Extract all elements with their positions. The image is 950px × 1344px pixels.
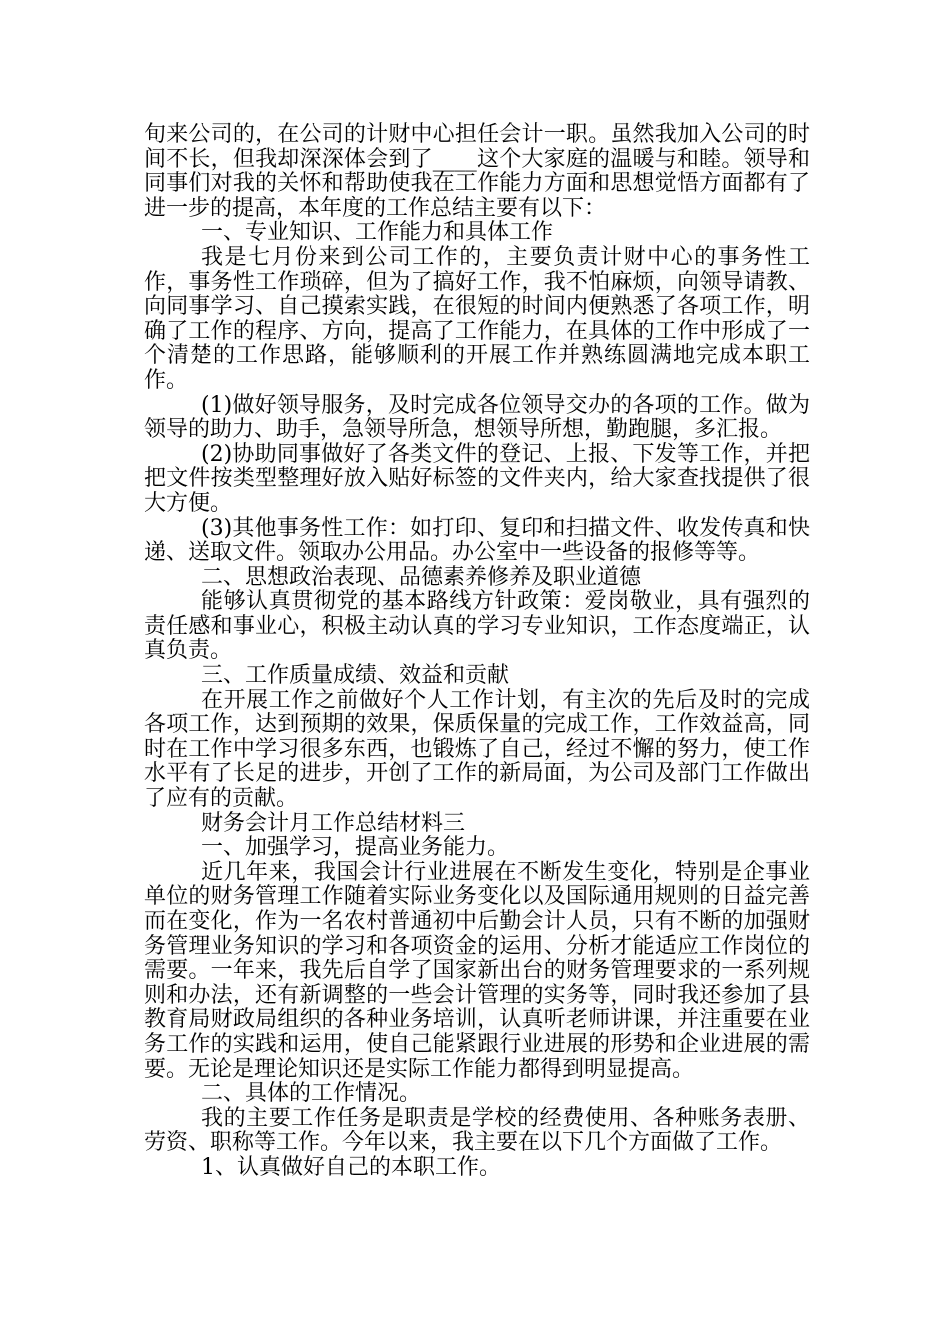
- paragraph-study: 近几年来，我国会计行业进展在不断发生变化，特别是企事业单位的财务管理工作随着实际业务变化以及国际通用规则的日益完善而在变化，作为一名农村普通初中后勤会计人员，只有不断的加强财务管理业务知识的学习和各项资金的运用、分析才能适应工作岗位的需要。一年来，我先后自学了国家新出台的财务管理要求的一系列规则和办法，还有新调整的一些会计管理的实务等，同时我还参加了县教育局财政局组织的各种业务培训，认真听老师讲课，并注重要在业务工作的实践和运用，使自己能紧跟行业进展的形势和企业进展的需要。无论是理论知识还是实际工作能力都得到明显提高。: [144, 859, 810, 1082]
- section-heading-study: 一、加强学习，提高业务能力。: [201, 835, 510, 861]
- document-subtitle: 财务会计月工作总结材料三: [201, 810, 466, 836]
- paragraph-work-description: 我是七月份来到公司工作的，主要负责计财中心的事务性工作，事务性工作琐碎，但为了搞好工作，我不怕麻烦，向领导请教、向同事学习、自己摸索实践，在很短的时间内便熟悉了各项工作，明确了工作的程序、方向，提高了工作能力，在具体的工作中形成了一个清楚的工作思路，能够顺利的开展工作并熟练圆满地完成本职工作。: [144, 244, 810, 393]
- paragraph-ethics: 能够认真贯彻党的基本路线方针政策：爱岗敬业，具有强烈的责任感和事业心，积极主动认真的学习专业知识，工作态度端正，认真负责。: [144, 589, 810, 664]
- list-item-1: (1)做好领导服务，及时完成各位领导交办的各项的工作。做为领导的助力、助手，急领导所急，想领导所想，勤跑腿，多汇报。: [144, 392, 810, 443]
- section-heading-professional: 一、专业知识、工作能力和具体工作: [201, 220, 554, 246]
- paragraph-work-status: 我的主要工作任务是职责是学校的经费使用、各种账务表册、劳资、职称等工作。今年以来，我主要在以下几个方面做了工作。: [144, 1105, 810, 1156]
- list-item-3: (3)其他事务性工作：如打印、复印和扫描文件、收发传真和快递、送取文件。领取办公用品。办公室中一些设备的报修等等。: [144, 515, 810, 566]
- paragraph-intro: 旬来公司的，在公司的计财中心担任会计一职。虽然我加入公司的时间不长，但我却深深体会到了____这个大家庭的温暖与和睦。领导和同事们对我的关怀和帮助使我在工作能力方面和思想觉悟方面都有了进一步的提高，本年度的工作总结主要有以下：: [144, 122, 810, 221]
- paragraph-quality: 在开展工作之前做好个人工作计划，有主次的先后及时的完成各项工作，达到预期的效果，保质保量的完成工作，工作效益高，同时在工作中学习很多东西，也锻炼了自己，经过不懈的努力，使工作水平有了长足的进步，开创了工作的新局面，为公司及部门工作做出了应有的贡献。: [144, 687, 810, 812]
- list-item-2: (2)协助同事做好了各类文件的登记、上报、下发等工作，并把把文件按类型整理好放入贴好标签的文件夹内，给大家查找提供了很大方便。: [144, 441, 810, 516]
- list-item-duty: 1、认真做好自己的本职工作。: [201, 1154, 501, 1180]
- section-heading-quality: 三、工作质量成绩、效益和贡献: [201, 663, 510, 689]
- section-heading-ethics: 二、思想政治表现、品德素养修养及职业道德: [201, 564, 642, 590]
- document-body: [144, 123, 810, 1181]
- section-heading-work-status: 二、具体的工作情况。: [201, 1081, 422, 1107]
